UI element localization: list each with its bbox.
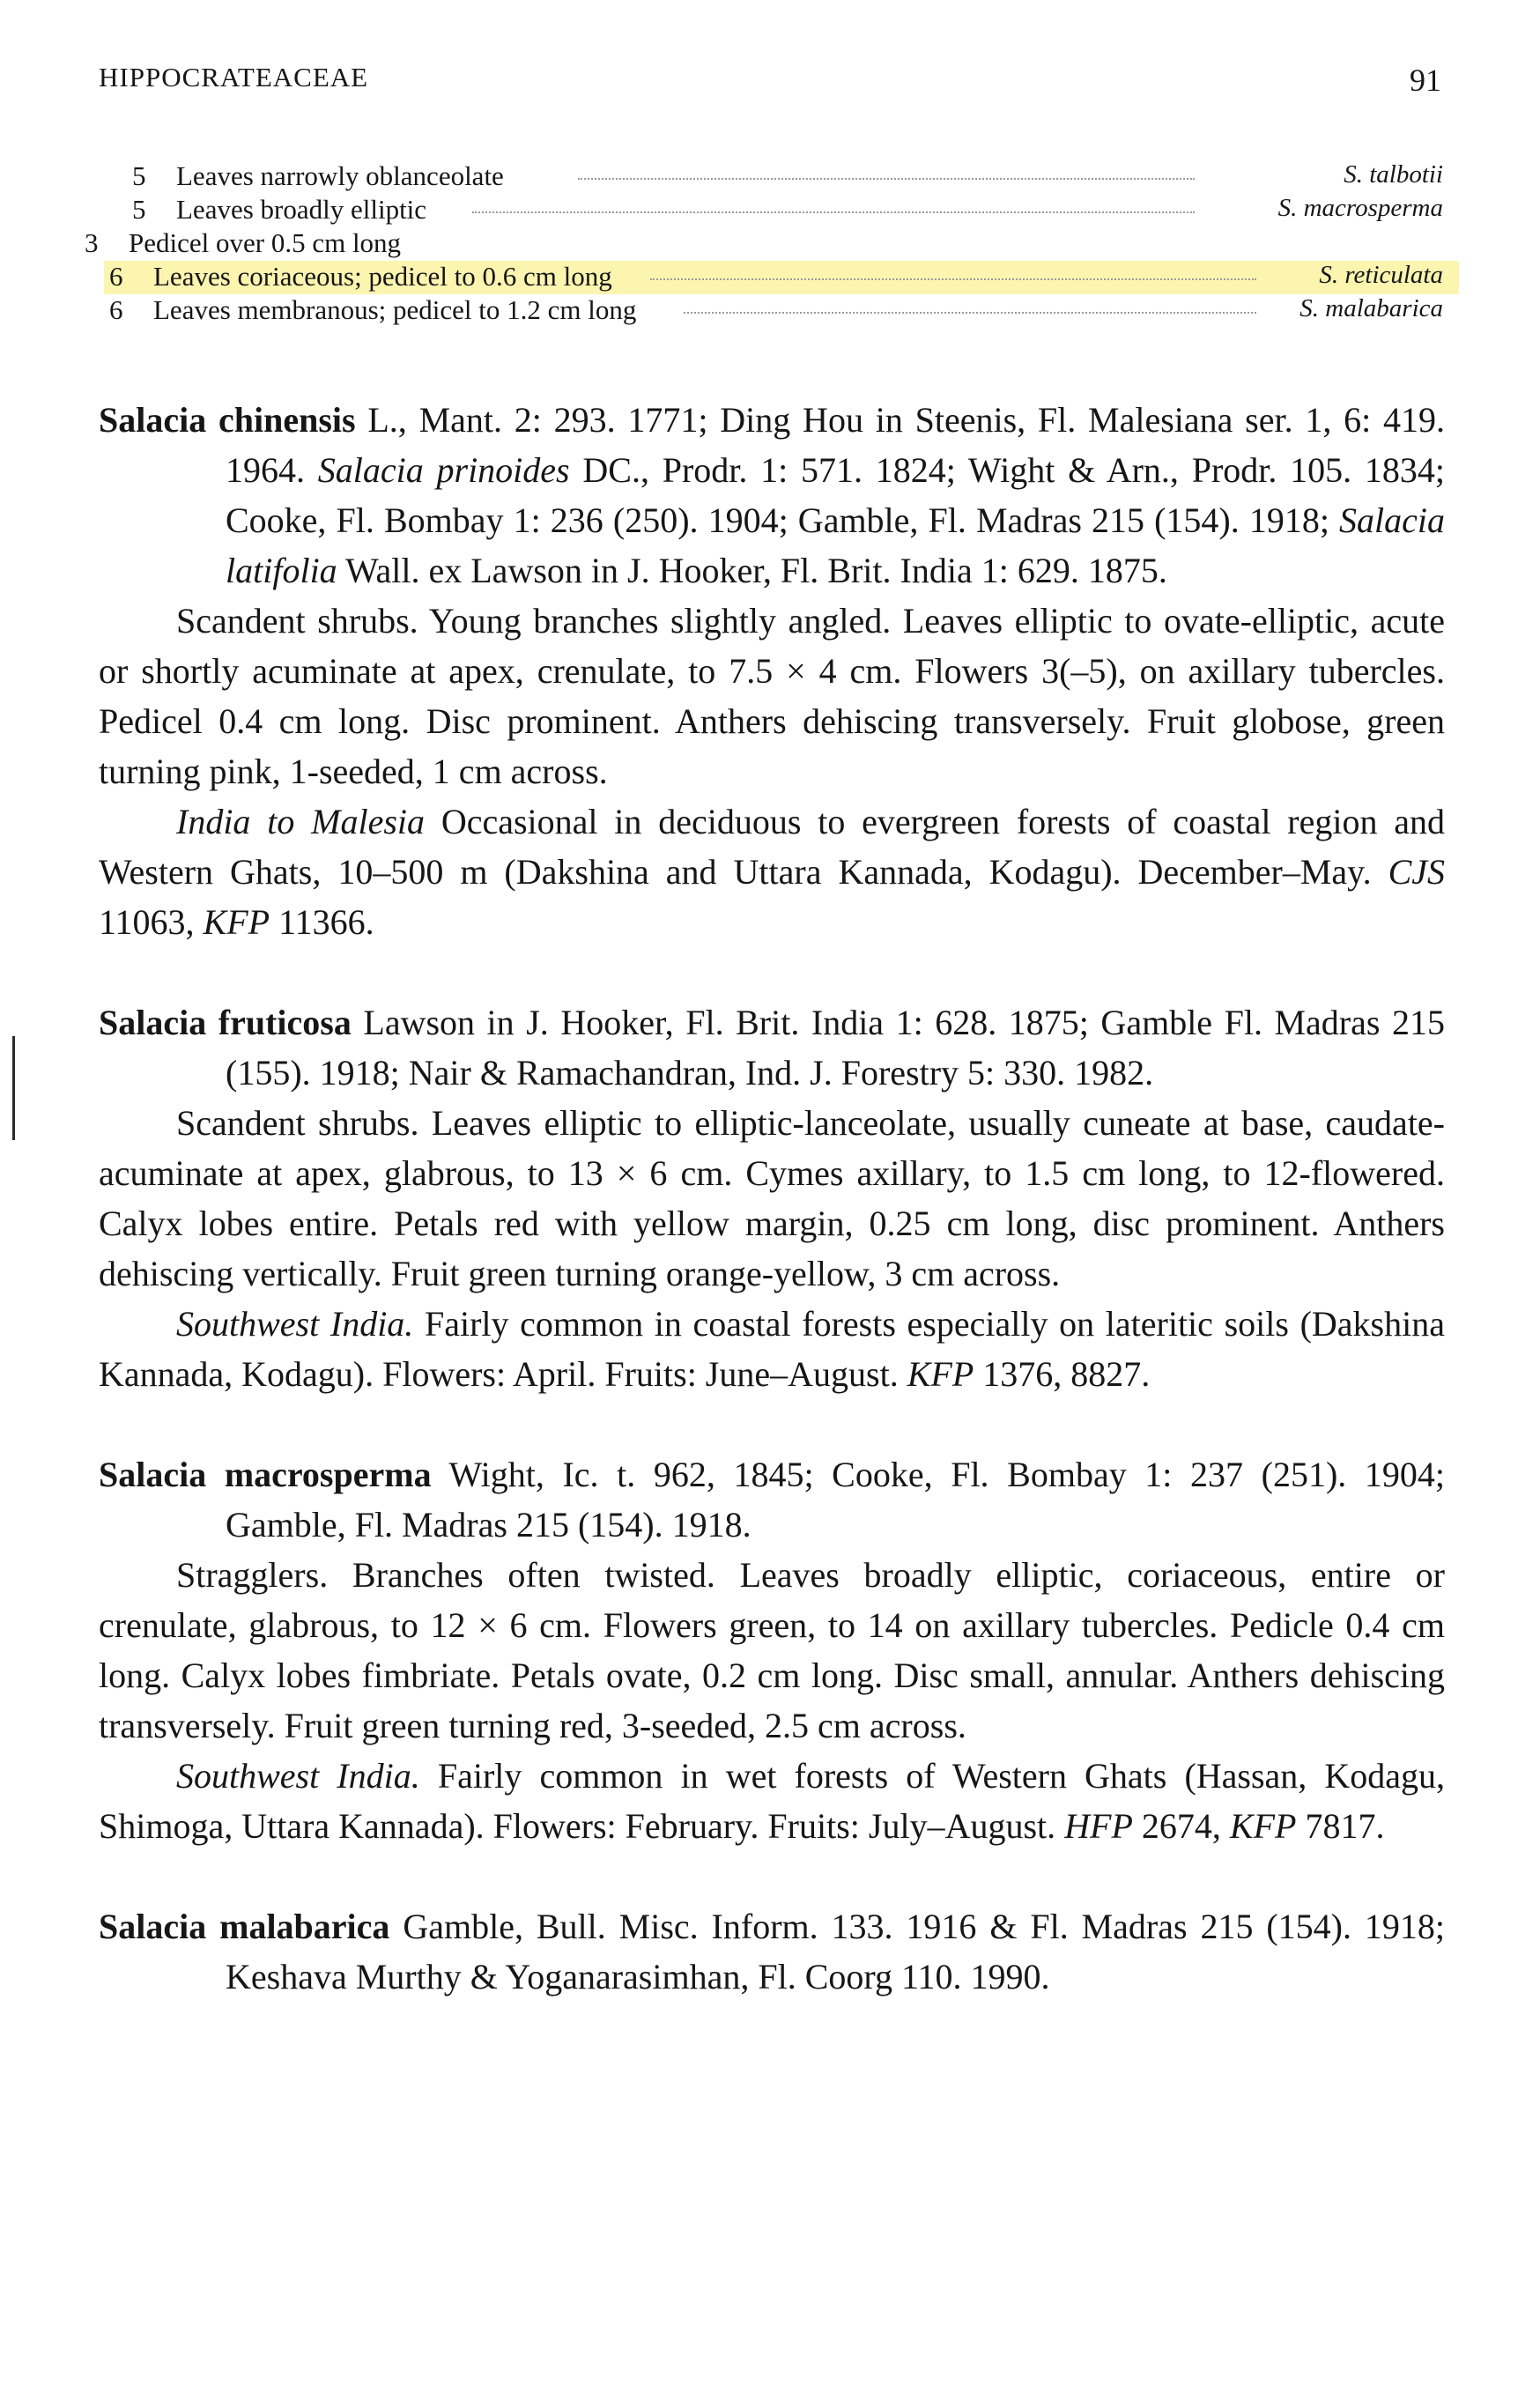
distribution-region: India to Malesia (176, 802, 426, 841)
nomenclature-citation (99, 1449, 1445, 1550)
distribution-paragraph (99, 1299, 1445, 1399)
key-lead-text: Leaves coriaceous; pedicel to 0.6 cm long (153, 261, 612, 292)
family-name-header: HIPPOCRATEACEAE (99, 62, 369, 93)
key-lead-number: 6 (109, 261, 123, 292)
citation-text: DC., Prodr. 1: 571. 1824; Wight & Arn., Prodr. 105. 1834; Cooke, Fl. Bombay 1: 236 (250). 1904; Gamble, Fl. Madras 215 (154). 1918; (226, 450, 1446, 540)
voucher-code: KFP (1229, 1806, 1297, 1846)
key-destination-taxon: S. talbotii (1344, 160, 1443, 189)
distribution-paragraph (99, 796, 1445, 947)
citation-text: L., Mant. 2: 293. 1771; Ding Hou in Steenis, Fl. Malesiana ser. 1, 6: 419. 1964. (226, 400, 1446, 490)
key-destination-taxon: S. reticulata (1319, 261, 1443, 289)
leader-dots (578, 178, 1195, 180)
leader-dots (472, 211, 1195, 213)
voucher-code: CJS (1388, 852, 1445, 892)
species-entry (99, 1901, 1445, 2002)
key-lead-number: 5 (132, 194, 146, 225)
key-lead-text: Leaves narrowly oblanceolate (176, 160, 504, 191)
key-lead-number: 6 (109, 294, 123, 325)
ecology-text: Occasional in deciduous to evergreen forests of coastal region and Western Ghats, 10–500 m (Dakshina and Uttara Kannada, Kodagu). December–May. (99, 802, 1445, 892)
species-name: Salacia fruticosa (99, 1003, 352, 1042)
species-description: Scandent shrubs. Young branches slightly angled. Leaves elliptic to ovate-elliptic, acute or shortly acuminate at apex, crenulate, to 7.5 × 4 cm. Flowers 3(–5), on axillary tubercles. Pedicel 0.4 cm long. Disc prominent. Anthers dehiscing transversely. Fruit globose, green turning pink, 1-seeded, 1 cm across. (99, 601, 1445, 791)
citation-text: Wight, Ic. t. 962, 1845; Cooke, Fl. Bombay 1: 237 (251). 1904; Gamble, Fl. Madras 215 (154). 1918. (226, 1455, 1445, 1544)
nomenclature-citation (99, 395, 1445, 596)
species-entries (99, 395, 1445, 2052)
key-lead-text: Leaves membranous; pedicel to 1.2 cm long (153, 294, 637, 325)
key-lead-number: 3 (85, 227, 99, 258)
leader-dots (684, 312, 1256, 314)
species-entry (99, 997, 1445, 1399)
key-couplet-row (85, 227, 1459, 261)
voucher-number: 11063, (99, 902, 204, 942)
voucher-code: HFP (1064, 1806, 1133, 1846)
nomenclature-citation (99, 997, 1445, 1098)
ecology-text: Fairly common in coastal forests especially on lateritic soils (Dakshina Kannada, Kodagu). Flowers: April. Fruits: June–August. (99, 1304, 1445, 1394)
citation-text: Wall. ex Lawson in J. Hooker, Fl. Brit. India 1: 629. 1875. (337, 551, 1167, 590)
distribution-region: Southwest India. (176, 1756, 420, 1796)
running-header (99, 62, 1441, 102)
species-entry (99, 1449, 1445, 1851)
citation-text: Gamble, Bull. Misc. Inform. 133. 1916 & Fl. Madras 215 (154). 1918; Keshava Murthy & Yoganarasimhan, Fl. Coorg 110. 1990. (226, 1907, 1446, 1996)
species-name: Salacia malabarica (99, 1907, 390, 1946)
synonym-name: Salacia prinoides (317, 450, 570, 490)
citation-text: Lawson in J. Hooker, Fl. Brit. India 1: 628. 1875; Gamble Fl. Madras 215 (155). 1918; Nair & Ramachandran, Ind. J. Forestry 5: 330. 1982. (226, 1003, 1445, 1093)
margin-scan-mark (12, 1036, 15, 1140)
species-description: Stragglers. Branches often twisted. Leaves broadly elliptic, coriaceous, entire or crenulate, glabrous, to 12 × 6 cm. Flowers green, to 14 on axillary tubercles. Pedicle 0.4 cm long. Calyx lobes fimbriate. Petals ovate, 0.2 cm long. Disc small, annular. Anthers dehiscing transversely. Fruit green turning red, 3-seeded, 2.5 cm across. (99, 1555, 1445, 1745)
identification-key (85, 160, 1459, 328)
voucher-number: 1376, 8827. (974, 1354, 1151, 1394)
key-couplet-row-highlighted (104, 261, 1459, 294)
voucher-number: 11366. (270, 902, 374, 942)
species-entry (99, 395, 1445, 947)
key-lead-text: Pedicel over 0.5 cm long (129, 227, 402, 258)
key-destination-taxon: S. malabarica (1299, 294, 1443, 322)
page-number: 91 (1410, 63, 1441, 98)
voucher-code: KFP (203, 902, 270, 942)
key-couplet-row (85, 194, 1459, 227)
voucher-number: 7817. (1296, 1806, 1385, 1846)
leader-dots (650, 278, 1256, 280)
key-destination-taxon: S. macrosperma (1277, 194, 1443, 222)
species-description: Scandent shrubs. Leaves elliptic to elliptic-lanceolate, usually cuneate at base, caudate-acuminate at apex, glabrous, to 13 × 6 cm. Cymes axillary, to 1.5 cm long, to 12-flowered. Calyx lobes entire. Petals red with yellow margin, 0.25 cm long, disc prominent. Anthers dehiscing vertically. Fruit green turning orange-yellow, 3 cm across. (99, 1103, 1445, 1293)
key-lead-text: Leaves broadly elliptic (176, 194, 427, 225)
synonym-name: Salacia latifolia (226, 500, 1445, 590)
ecology-text: Fairly common in wet forests of Western Ghats (Hassan, Kodagu, Shimoga, Uttara Kannada). Flowers: February. Fruits: July–August. (99, 1756, 1446, 1846)
voucher-number: 2674, (1132, 1806, 1230, 1846)
species-name: Salacia macrosperma (99, 1455, 432, 1494)
voucher-code: KFP (907, 1354, 974, 1394)
key-couplet-row (85, 160, 1459, 194)
nomenclature-citation (99, 1901, 1445, 2002)
key-lead-number: 5 (132, 160, 146, 191)
species-name: Salacia chinensis (99, 400, 356, 440)
key-couplet-row (85, 294, 1459, 328)
distribution-region: Southwest India. (176, 1304, 414, 1344)
distribution-paragraph (99, 1751, 1445, 1851)
